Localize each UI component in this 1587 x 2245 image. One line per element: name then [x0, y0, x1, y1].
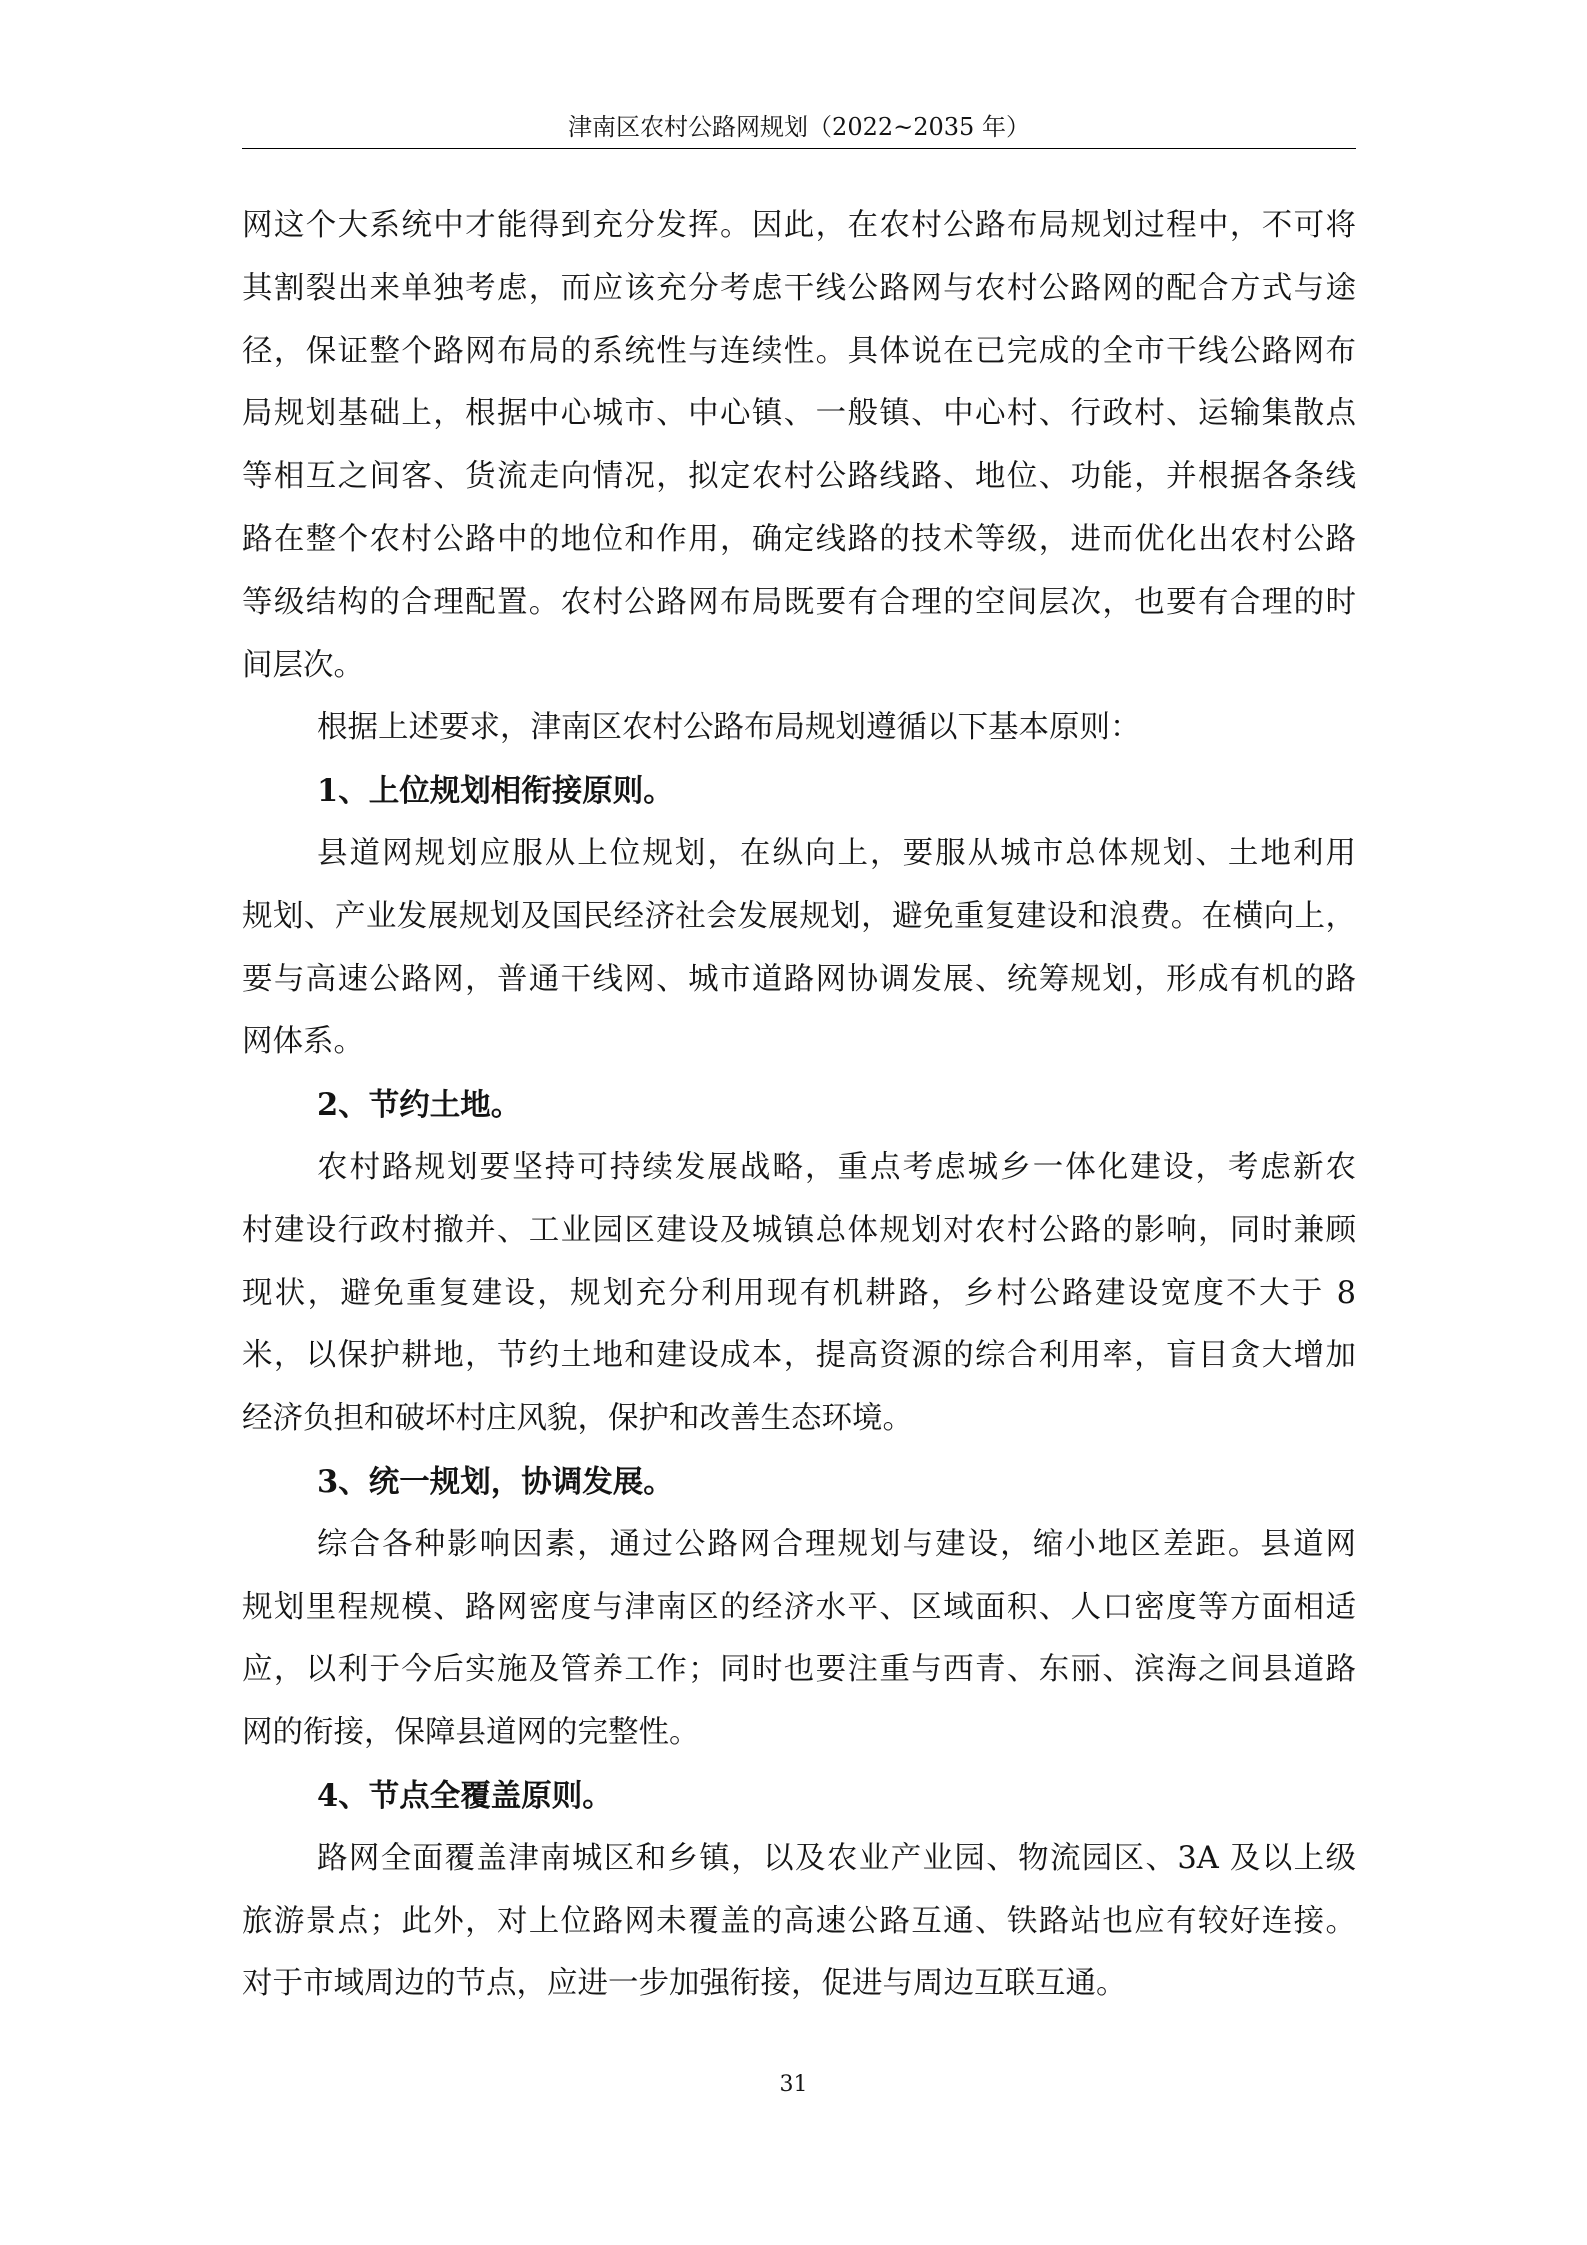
body-text-line: 要与高速公路网，普通干线网、城市道路网协调发展、统筹规划，形成有机的路 — [242, 961, 1356, 997]
body-text-line: 局规划基础上，根据中心城市、中心镇、一般镇、中心村、行政村、运输集散点 — [242, 396, 1356, 432]
page-header-title: 津南区农村公路网规划（2022~2035 年） — [568, 113, 1030, 141]
body-text-line: 对于市域周边的节点，应进一步加强衔接，促进与周边互联互通。 — [242, 1966, 1127, 2002]
body-text-line: 现状，避免重复建设，规划充分利用现有机耕路，乡村公路建设宽度不大于 8 — [242, 1275, 1356, 1311]
section-4 — [242, 1765, 1356, 2016]
section-2 — [242, 1074, 1356, 1451]
body-text-line: 综合各种影响因素，通过公路网合理规划与建设，缩小地区差距。县道网 — [317, 1526, 1356, 1562]
page-number: 31 — [779, 2072, 808, 2097]
section-1 — [242, 760, 1356, 1074]
body-text-line: 应，以利于今后实施及管养工作；同时也要注重与西青、东丽、滨海之间县道路 — [242, 1652, 1356, 1688]
body-text-line: 网的衔接，保障县道网的完整性。 — [242, 1715, 700, 1751]
section-heading: 3、统一规划，协调发展。 — [317, 1463, 674, 1500]
body-text-line: 等相互之间客、货流走向情况，拟定农村公路线路、地位、功能，并根据各条线 — [242, 459, 1356, 495]
section-heading: 2、节约土地。 — [317, 1087, 522, 1124]
body-text-line: 规划、产业发展规划及国民经济社会发展规划，避免重复建设和浪费。在横向上， — [242, 898, 1356, 934]
body-text-line: 规划里程规模、路网密度与津南区的经济水平、区域面积、人口密度等方面相适 — [242, 1589, 1356, 1625]
body-text-line: 根据上述要求，津南区农村公路布局规划遵循以下基本原则： — [317, 710, 1141, 746]
body-text-line: 径，保证整个路网布局的系统性与连续性。具体说在已完成的全市干线公路网布 — [242, 333, 1356, 369]
body-text-line: 旅游景点；此外，对上位路网未覆盖的高速公路互通、铁路站也应有较好连接。 — [242, 1903, 1356, 1939]
section-3 — [242, 1451, 1356, 1765]
header-rule — [242, 148, 1356, 149]
body-text-line: 等级结构的合理配置。农村公路网布局既要有合理的空间层次，也要有合理的时 — [242, 584, 1356, 620]
paragraph-lead — [242, 697, 1356, 760]
body-text-line: 网这个大系统中才能得到充分发挥。因此，在农村公路布局规划过程中，不可将 — [242, 208, 1356, 243]
body-text-line: 农村路规划要坚持可持续发展战略，重点考虑城乡一体化建设，考虑新农 — [317, 1149, 1356, 1185]
section-heading: 4、节点全覆盖原则。 — [317, 1777, 613, 1814]
body-text-line: 间层次。 — [242, 647, 364, 683]
section-heading: 1、上位规划相衔接原则。 — [317, 773, 674, 810]
body-text-line: 其割裂出来单独考虑，而应该充分考虑干线公路网与农村公路网的配合方式与途 — [242, 270, 1356, 306]
body-text-line: 网体系。 — [242, 1024, 364, 1060]
body-text-line: 经济负担和破坏村庄风貌，保护和改善生态环境。 — [242, 1401, 913, 1437]
body-text-line: 路网全面覆盖津南城区和乡镇，以及农业产业园、物流园区、3A 及以上级 — [317, 1840, 1356, 1876]
document-body — [242, 195, 1356, 2016]
body-text-line: 米，以保护耕地，节约土地和建设成本，提高资源的综合利用率，盲目贪大增加 — [242, 1338, 1356, 1374]
paragraph-intro — [242, 195, 1356, 697]
body-text-line: 路在整个农村公路中的地位和作用，确定线路的技术等级，进而优化出农村公路 — [242, 521, 1356, 557]
body-text-line: 村建设行政村撤并、工业园区建设及城镇总体规划对农村公路的影响，同时兼顾 — [242, 1212, 1356, 1248]
body-text-line: 县道网规划应服从上位规划，在纵向上，要服从城市总体规划、土地利用 — [317, 835, 1356, 871]
